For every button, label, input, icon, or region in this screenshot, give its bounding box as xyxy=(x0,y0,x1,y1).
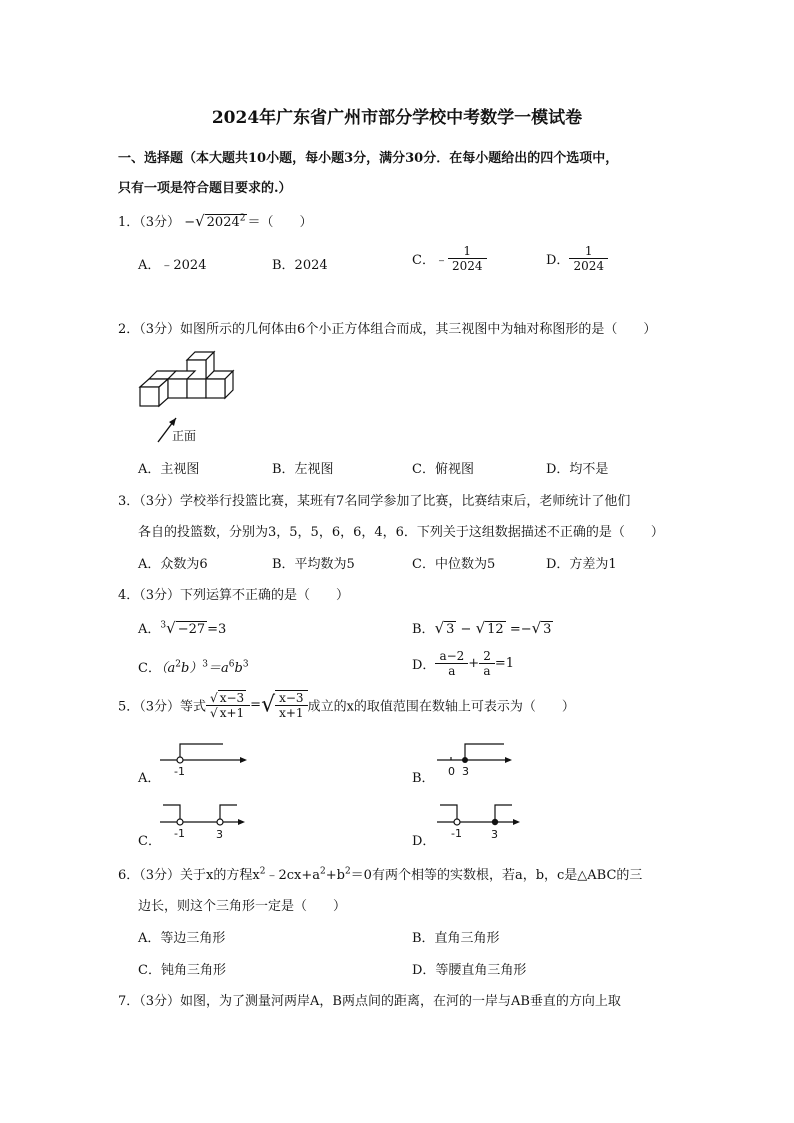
question-5-option-c-numberline xyxy=(155,800,255,842)
question-1-option-d: D． $\frac{1}{2024}$ xyxy=(546,244,608,273)
question-6-option-b: B．直角三角形 xyxy=(412,931,500,946)
section-heading-line2: 只有一项是符合题目要求的.） xyxy=(118,181,292,196)
question-5-option-b-numberline xyxy=(432,738,522,778)
svg-text:-1: -1 xyxy=(174,827,185,840)
question-3-stem-line1: 3．（3分）学校举行投篮比赛，某班有7名同学参加了比赛，比赛结束后，老师统计了他们 xyxy=(118,494,631,509)
question-3-option-a: A．众数为6 xyxy=(138,557,208,572)
question-1-exponent: 2 xyxy=(239,213,246,224)
question-5-option-b-label: B． xyxy=(412,771,435,786)
question-2-option-d: D．均不是 xyxy=(546,462,609,477)
question-1-stem: 1．（3分） −√ $2024^2$ ＝（ ） xyxy=(118,212,313,230)
question-3-option-b: B．平均数为5 xyxy=(272,557,355,572)
question-5-option-a-numberline xyxy=(155,738,255,778)
svg-text:3: 3 xyxy=(462,765,469,778)
question-1-option-b: B．2024 xyxy=(272,258,328,273)
question-6-option-d: D．等腰直角三角形 xyxy=(412,963,527,978)
section-heading-line1: 一、选择题（本大题共10小题，每小题3分，满分30分．在每小题给出的四个选项中， xyxy=(118,151,619,166)
question-3-option-d: D．方差为1 xyxy=(546,557,617,572)
question-2-figure-label: 正面 xyxy=(172,429,197,443)
question-4-stem: 4．（3分）下列运算不正确的是（ ） xyxy=(118,588,350,603)
svg-text:-1: -1 xyxy=(451,827,462,840)
question-2-option-b: B．左视图 xyxy=(272,462,334,477)
question-5-option-d-label: D． xyxy=(412,834,436,849)
question-6-option-c: C．钝角三角形 xyxy=(138,963,226,978)
question-4-option-a: A．$^3$√ −27 =3 xyxy=(138,619,227,637)
question-6-stem-line1: 6．（3分）关于x的方程$x^2﹣2cx+a^2+b^2=0$有两个相等的实数根，若a，b，c是△ABC的三 xyxy=(118,866,643,883)
svg-text:0: 0 xyxy=(448,765,455,778)
question-6-stem-line2: 边长，则这个三角形一定是（ ） xyxy=(138,899,347,914)
svg-text:3: 3 xyxy=(216,828,223,841)
question-2-stem: 2．（3分）如图所示的几何体由6个小正方体组合而成，其三视图中为轴对称图形的是（ ） xyxy=(118,322,657,337)
question-1-number: 1．（3分） xyxy=(118,215,181,230)
question-2-option-a: A．主视图 xyxy=(138,462,200,477)
question-3-stem-line2: 各自的投篮数，分别为3，5，5，6，6，4，6．下列关于这组数据描述不正确的是（ ） xyxy=(138,525,664,540)
svg-text:-1: -1 xyxy=(174,765,185,778)
question-4-option-c: C．$(a^2b)^3=a^6b^3$ xyxy=(138,659,249,676)
question-3-option-c: C．中位数为5 xyxy=(412,557,496,572)
question-1-option-c: C．﹣ $\frac{1}{2024}$ xyxy=(412,244,487,273)
question-2-option-c: C．俯视图 xyxy=(412,462,474,477)
svg-text:3: 3 xyxy=(491,828,498,841)
question-4-option-d: D． $\frac{a-2}{a}$ + $\frac{2}{a}$ =1 xyxy=(412,649,514,678)
question-5-option-d-numberline xyxy=(432,800,532,842)
question-1-radicand: 2024 xyxy=(206,215,240,230)
question-1-option-a: A．﹣2024 xyxy=(138,258,207,273)
page-title: 2024年广东省广州市部分学校中考数学一模试卷 xyxy=(211,108,583,128)
question-2-cube-figure xyxy=(130,348,245,448)
question-7-stem: 7．（3分）如图，为了测量河两岸A，B两点间的距离，在河的一岸与AB垂直的方向上取 xyxy=(118,994,621,1009)
question-1-stem-tail: ＝（ ） xyxy=(247,215,313,230)
question-6-option-a: A．等边三角形 xyxy=(138,931,226,946)
question-5-option-c-label: C． xyxy=(138,834,161,849)
question-4-option-b: B．√ 3 − √ 12 =−√ 3 xyxy=(412,619,552,637)
question-5-option-a-label: A． xyxy=(138,771,161,786)
question-5-stem: 5．（3分）等式 $\frac{√ x-3}{√ x+1}$ =√ $\frac{x-3}{x+1}$ 成立的x的取值范围在数轴上可表示为（ ） xyxy=(118,690,575,720)
